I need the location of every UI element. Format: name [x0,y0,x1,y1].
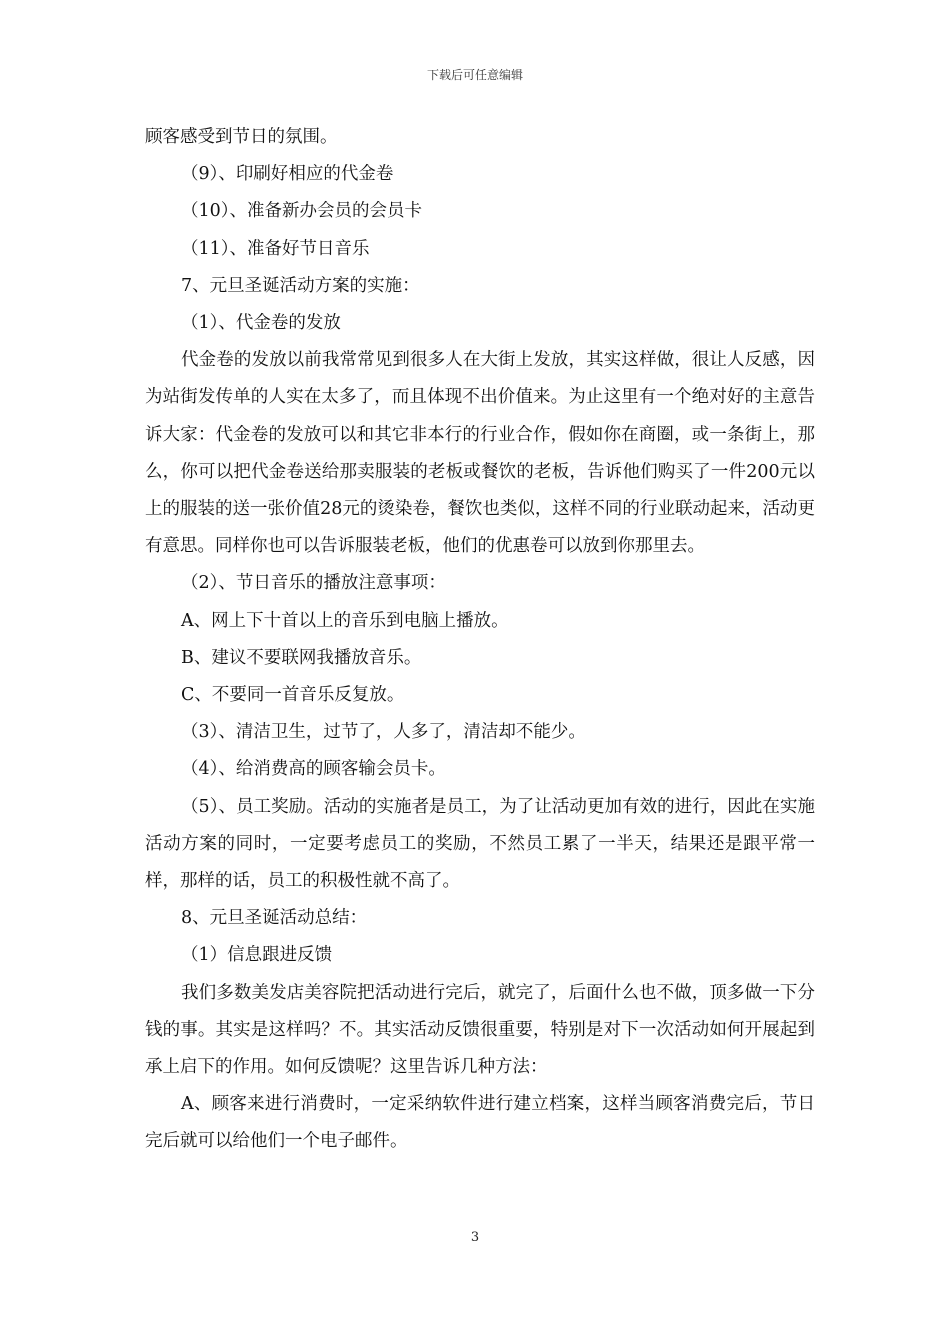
page-number: 3 [470,1230,480,1245]
paragraph: C、不要同一首音乐反复放。 [181,685,405,706]
paragraph: 代金卷的发放以前我常常见到很多人在大街上发放，其实这样做，很让人反感，因为站街发传单的人实在太多了，而且体现不出价值来。为止这里有一个绝对好的主意告诉大家：代金卷的发放可以和其它非本行的行业合作，假如你在商圈，或一条街上，那么，你可以把代金卷送给那卖服装的老板或餐饮的老板，告诉他们购买了一件200元以上的服装的送一张价值28元的烫染卷，餐饮也类似，这样不同的行业联动起来，活动更有意思。同样你也可以告诉服装老板，他们的优惠卷可以放到你那里去。 [145,350,815,557]
paragraph: A、顾客来进行消费时，一定采纳软件进行建立档案，这样当顾客消费完后，节日完后就可以给他们一个电子邮件。 [145,1094,815,1152]
paragraph: 我们多数美发店美容院把活动进行完后，就完了，后面什么也不做，顶多做一下分钱的事。其实是这样吗？不。其实活动反馈很重要，特别是对下一次活动如何开展起到承上启下的作用。如何反馈呢？这里告诉几种方法： [145,982,815,1078]
document-body [145,119,815,1161]
section-heading: 7、元旦圣诞活动方案的实施： [181,275,420,296]
paragraph: （11）、准备好节日音乐 [181,238,370,259]
paragraph: A、网上下十首以上的音乐到电脑上播放。 [181,610,509,631]
paragraph: 顾客感受到节日的氛围。 [145,127,338,147]
paragraph: （10）、准备新办会员的会员卡 [181,201,423,222]
paragraph: （2）、节日音乐的播放注意事项： [181,573,446,594]
paragraph: （3）、清洁卫生，过节了，人多了，清洁却不能少。 [181,722,586,743]
paragraph: （1）信息跟进反馈 [181,945,333,966]
section-heading: 8、元旦圣诞活动总结： [181,908,368,929]
paragraph: （5）、员工奖励。活动的实施者是员工，为了让活动更加有效的进行，因此在实施活动方案的同时，一定要考虑员工的奖励，不然员工累了一半天，结果还是跟平常一样，那样的话，员工的积极性就不高了。 [145,796,815,892]
page-header: 下载后可任意编辑 [426,68,523,82]
paragraph: （4）、给消费高的顾客输会员卡。 [181,759,446,780]
paragraph: B、建议不要联网我播放音乐。 [181,647,422,668]
paragraph: （9）、印刷好相应的代金卷 [181,164,394,185]
paragraph: （1）、代金卷的发放 [181,313,341,334]
